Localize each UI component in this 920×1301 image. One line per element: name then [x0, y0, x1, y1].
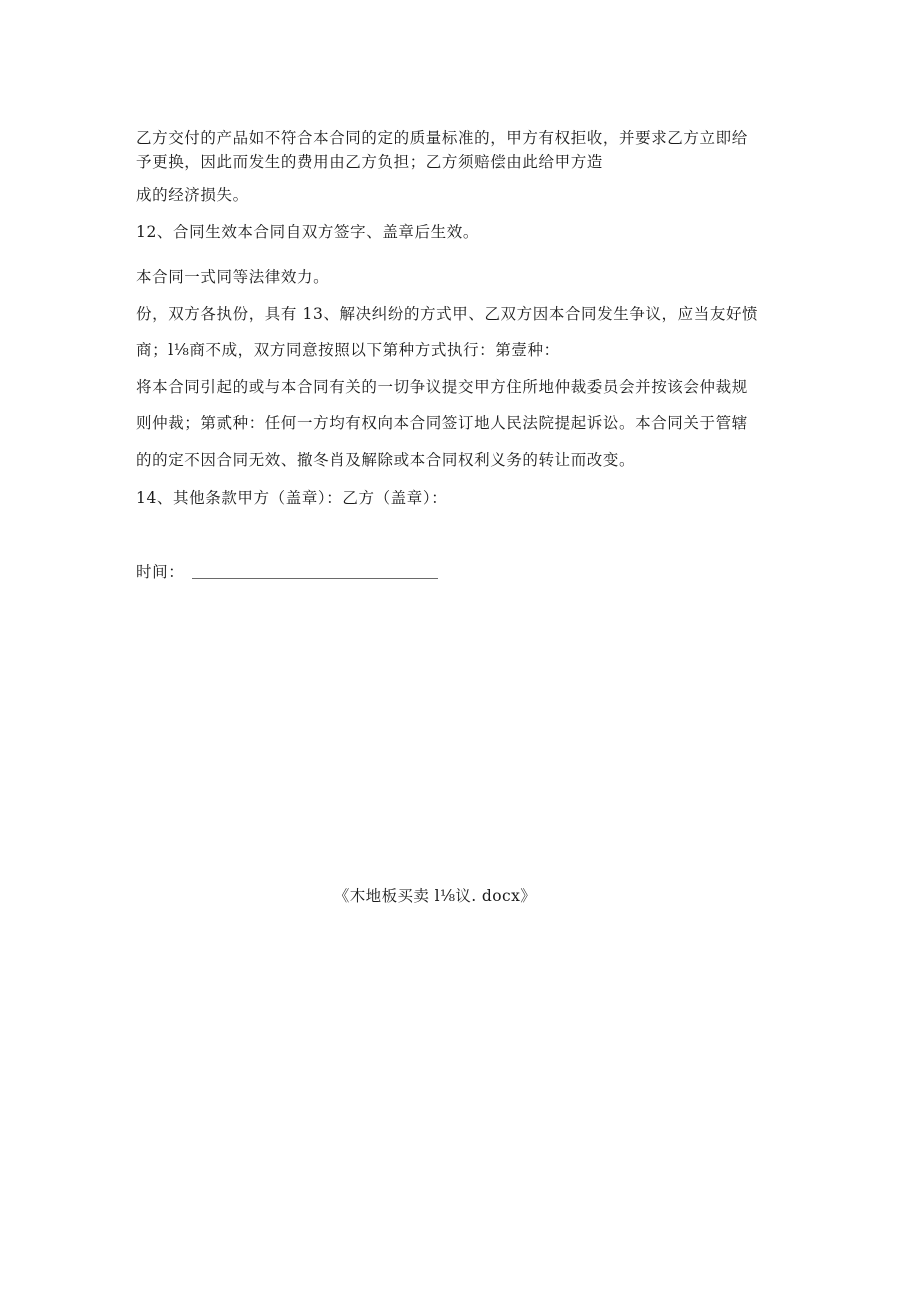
clause-13-line-3: 将本合同引起的或与本合同有关的一切争议提交甲方住所地仲裁委员会并按该会仲裁规 — [136, 378, 748, 396]
clause-text-line-1: 乙方交付的产品如不符合本合同的定的质量标准的，甲方有权拒收，并要求乙方立即给 — [136, 129, 748, 147]
clause-13-line-2: 商；l⅛商不成，双方同意按照以下第种方式执行：第壹种： — [136, 341, 560, 359]
time-label: 时间： — [136, 563, 185, 581]
clause-text-line-2: 予更换，因此而发生的费用由乙方负担；乙方须赔偿由此给甲方造 — [136, 153, 603, 171]
clause-13-line-1: 份，双方各执份，具有 13、解决纠纷的方式甲、乙双方因本合同发生争议，应当友好愤 — [136, 305, 759, 323]
clause-12-heading: 12、合同生效本合同自双方签字、盖章后生效。 — [136, 223, 479, 241]
clause-13-line-5: 的的定不因合同无效、撤冬肖及解除或本合同权利义务的转让而改变。 — [136, 451, 636, 469]
time-signature-line — [192, 578, 438, 579]
clause-14-heading: 14、其他条款甲方（盖章）：乙方（盖章）： — [136, 489, 448, 507]
clause-text-line-3: 成的经济损失。 — [136, 186, 249, 204]
footer-filename-wrapper — [0, 886, 920, 906]
clause-13-line-4: 则仲裁；第贰种：任何一方均有权向本合同签订地人民法院提起诉讼。本合同关于管辖 — [136, 414, 748, 432]
footer-filename: 《木地板买卖 l⅛议. docx》 — [333, 887, 537, 905]
clause-text-line-5: 本合同一式同等法律效力。 — [136, 268, 330, 286]
